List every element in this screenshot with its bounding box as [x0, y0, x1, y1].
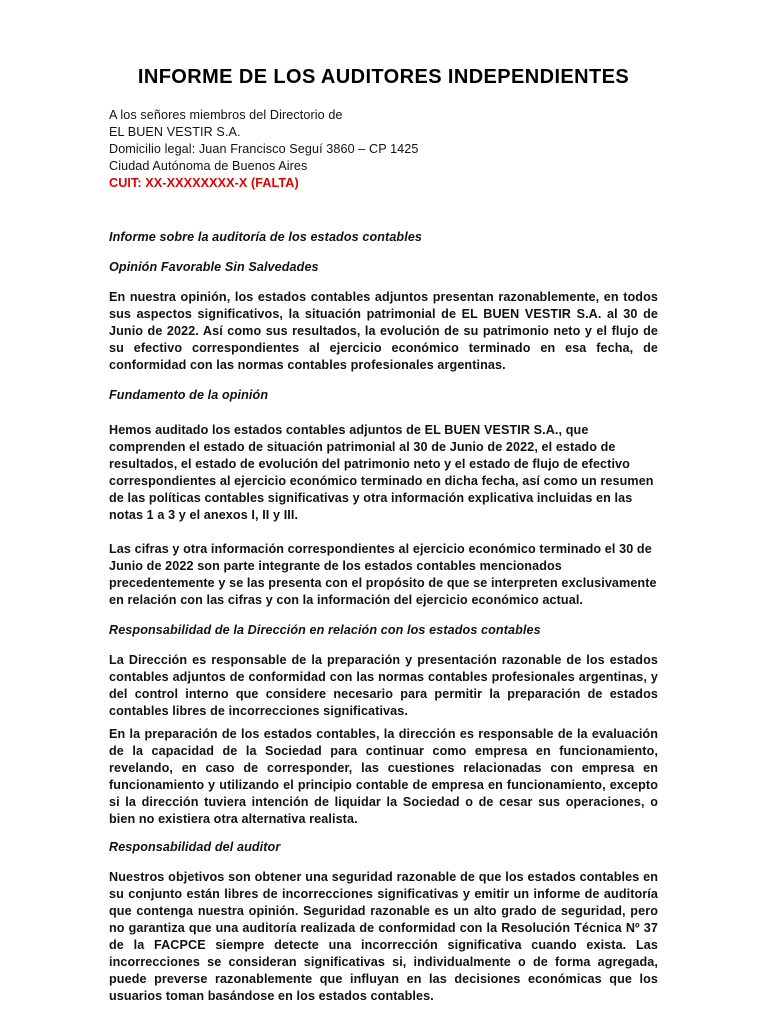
- cuit-missing: CUIT: XX-XXXXXXXX-X (FALTA): [109, 176, 299, 190]
- report-title: INFORME DE LOS AUDITORES INDEPENDIENTES: [137, 66, 630, 88]
- fundamento-paragraph-2: Las cifras y otra información correspondientes al ejercicio económico terminado el 30 de Junio de 2022 son parte integrante de los estados contables mencionados precedentemente y se las presenta con el propósito de que se interpreten exclusivamente en relación con las cifras y con la información del ejercicio económico actual.: [109, 542, 657, 607]
- auditor-paragraph: Nuestros objetivos son obtener una seguridad razonable de que los estados contables en su conjunto están libres de incorrecciones significativas y emitir un informe de auditoría que contenga nuestra opinión. Seguridad razonable es un alto grado de seguridad, pero no garantiza que una auditoría realizada de conformidad con la Resolución Técnica Nº 37 de la FACPCE siempre detecte una incorrección significativa cuando exista. Las incorrecciones se consideran significativas si, individualmente o de forma agregada, puede preverse razonablemente que influyan en las decisiones económicas que los usuarios toman basándose en los estados contables.: [109, 870, 658, 1003]
- direccion-paragraph-1: La Dirección es responsable de la preparación y presentación razonable de los estados contables adjuntos de conformidad con las normas contables profesionales argentinas, y del control interno que considere necesario para permitir la preparación de estados contables libres de incorrecciones significativas.: [109, 653, 658, 718]
- city: Ciudad Autónoma de Buenos Aires: [109, 159, 308, 173]
- legal-address: Domicilio legal: Juan Francisco Seguí 3860 – CP 1425: [109, 142, 419, 156]
- addressee-block: [109, 107, 658, 192]
- document-page: [109, 64, 658, 1005]
- section-heading-informe: Informe sobre la auditoría de los estados contables: [109, 230, 423, 244]
- section-heading-opinion: Opinión Favorable Sin Salvedades: [109, 260, 319, 274]
- opinion-paragraph: En nuestra opinión, los estados contables adjuntos presentan razonablemente, en todos sus aspectos significativos, la situación patrimonial de EL BUEN VESTIR S.A. al 30 de Junio de 2022. Así como sus resultados, la evolución de su patrimonio neto y el flujo de su efectivo correspondientes al ejercicio económico terminado en esa fecha, de conformidad con las normas contables profesionales argentinas.: [109, 290, 658, 372]
- section-heading-direccion: Responsabilidad de la Dirección en relación con los estados contables: [109, 623, 541, 637]
- direccion-paragraph-2: En la preparación de los estados contables, la dirección es responsable de la evaluación de la capacidad de la Sociedad para continuar como empresa en funcionamiento, revelando, en caso de corresponder, las cuestiones relacionadas con empresa en funcionamiento y utilizando el principio contable de empresa en funcionamiento, excepto si la dirección tuviera intención de liquidar la Sociedad o de cesar sus operaciones, o bien no existiera otra alternativa realista.: [109, 727, 658, 826]
- addressee-line: A los señores miembros del Directorio de: [109, 108, 343, 122]
- company-name: EL BUEN VESTIR S.A.: [109, 125, 241, 139]
- section-heading-auditor: Responsabilidad del auditor: [109, 840, 281, 854]
- fundamento-paragraph-1: Hemos auditado los estados contables adjuntos de EL BUEN VESTIR S.A., que comprenden el estado de situación patrimonial al 30 de Junio de 2022, el estado de resultados, el estado de evolución del patrimonio neto y el estado de flujo de efectivo correspondientes al ejercicio económico terminado en dicha fecha, así como un resumen de las políticas contables significativas y otra información explicativa incluidas en las notas 1 a 3 y el anexos I, II y III.: [109, 423, 654, 522]
- section-heading-fundamento: Fundamento de la opinión: [109, 388, 269, 402]
